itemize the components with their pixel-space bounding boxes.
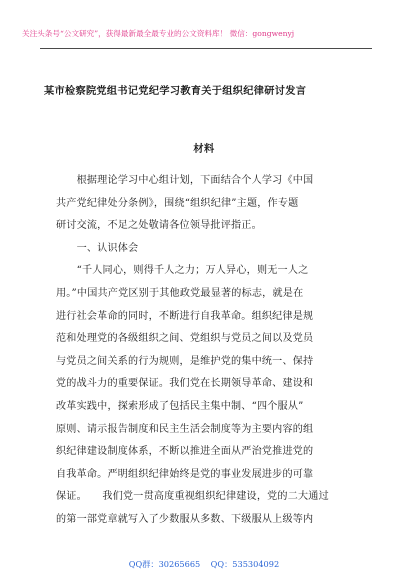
body-line: 与党员之间关系的行为规则，是维护党的集中统一、保持 [56,355,314,367]
body-line: 自我革命。严明组织纪律始终是党的事业发展进步的可靠 [56,468,314,480]
body-line: 保证。 我们党一贯高度重视组织纪律建设，党的二大通过 [56,491,329,503]
body-line: 织纪律建设制度体系，不断以推进全面从严治党推进党的 [56,446,314,458]
section-heading: 一、认识体会 [56,242,139,254]
body-line: 根据理论学习中心组计划，下面结合个人学习《中国 [56,175,314,186]
document-body [56,170,366,532]
header-promo-text: 关注头条号“公文研究”，获得最新最全最专业的公文资料库！ 微信：gongwenyj [22,29,295,38]
page-footer-contact: QQ群：30265665 QQ：535304092 [128,559,280,569]
body-line: 的第一部党章就写入了少数服从多数、下级服从上级等内 [56,513,314,525]
body-line: 进行社会革命的同时，不断进行自我革命。组织纪律是规 [56,310,314,322]
document-title-line-2: 材料 [193,143,215,155]
body-line: 改革实践中，探索形成了包括民主集中制、“四个服从” [56,400,304,412]
body-line: 用。”中国共产党区别于其他政党最显著的标志，就是在 [56,287,304,299]
page-header [0,0,408,50]
document-title-line-1: 某市检察院党组书记党纪学习教育关于组织纪律研讨发言 [44,85,307,97]
body-line: 范和处理党的各级组织之间、党组织与党员之间以及党员 [56,333,314,345]
body-line: 研讨交流，不足之处敬请各位领导批评指正。 [56,220,262,232]
header-divider [40,48,372,49]
body-line: 原则、请示报告制度和民主生活会制度等为主要内容的组 [56,423,314,435]
body-line: 党的战斗力的重要保证。我们党在长期领导革命、建设和 [56,378,314,390]
body-line: “千人同心，则得千人之力；万人异心，则无一人之 [56,265,309,277]
body-line: 共产党纪律处分条例》，围绕“组织纪律”主题，作专题 [56,197,299,209]
